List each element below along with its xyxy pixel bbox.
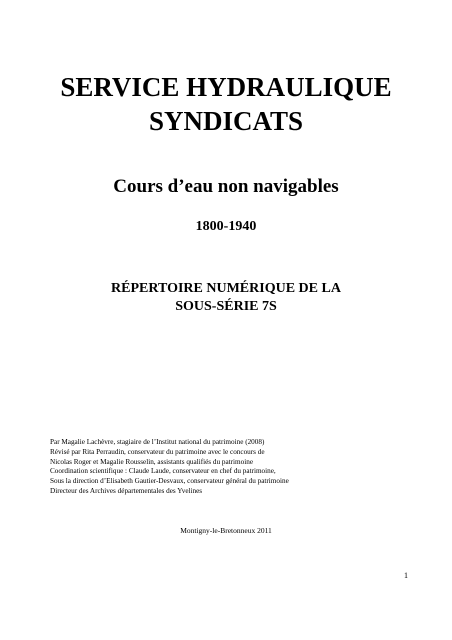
document-subtitle: Cours d’eau non navigables xyxy=(113,176,339,197)
repertoire-line-1: RÉPERTOIRE NUMÉRIQUE DE LA xyxy=(111,281,341,296)
credit-line: Nicolas Roger et Magalie Rousselin, assistants qualifiés du patrimoine xyxy=(50,457,254,466)
credit-line: Sous la direction d’Elisabeth Gautier-Desvaux, conservateur général du patrimoine xyxy=(50,477,289,486)
repertoire-line-2: SOUS-SÉRIE 7S xyxy=(175,299,277,314)
document-title xyxy=(0,70,452,138)
credits-block xyxy=(50,438,410,497)
repertoire-heading xyxy=(0,280,452,316)
credit-line: Révisé par Rita Perraudin, conservateur du patrimoine avec le concours de xyxy=(50,447,265,456)
date-range: 1800-1940 xyxy=(195,219,257,234)
credit-line: Par Magalie Lachèvre, stagiaire de l’Institut national du patrimoine (2008) xyxy=(50,438,265,446)
title-line-1: SERVICE HYDRAULIQUE xyxy=(60,72,392,102)
page-number: 1 xyxy=(404,571,408,580)
credit-line: Directeur des Archives départementales des Yvelines xyxy=(50,486,203,495)
title-line-2: SYNDICATS xyxy=(148,106,304,136)
place-and-year: Montigny-le-Bretonneux 2011 xyxy=(180,526,272,535)
credit-line: Coordination scientifique : Claude Laude, conservateur en chef du patrimoine, xyxy=(50,467,276,476)
